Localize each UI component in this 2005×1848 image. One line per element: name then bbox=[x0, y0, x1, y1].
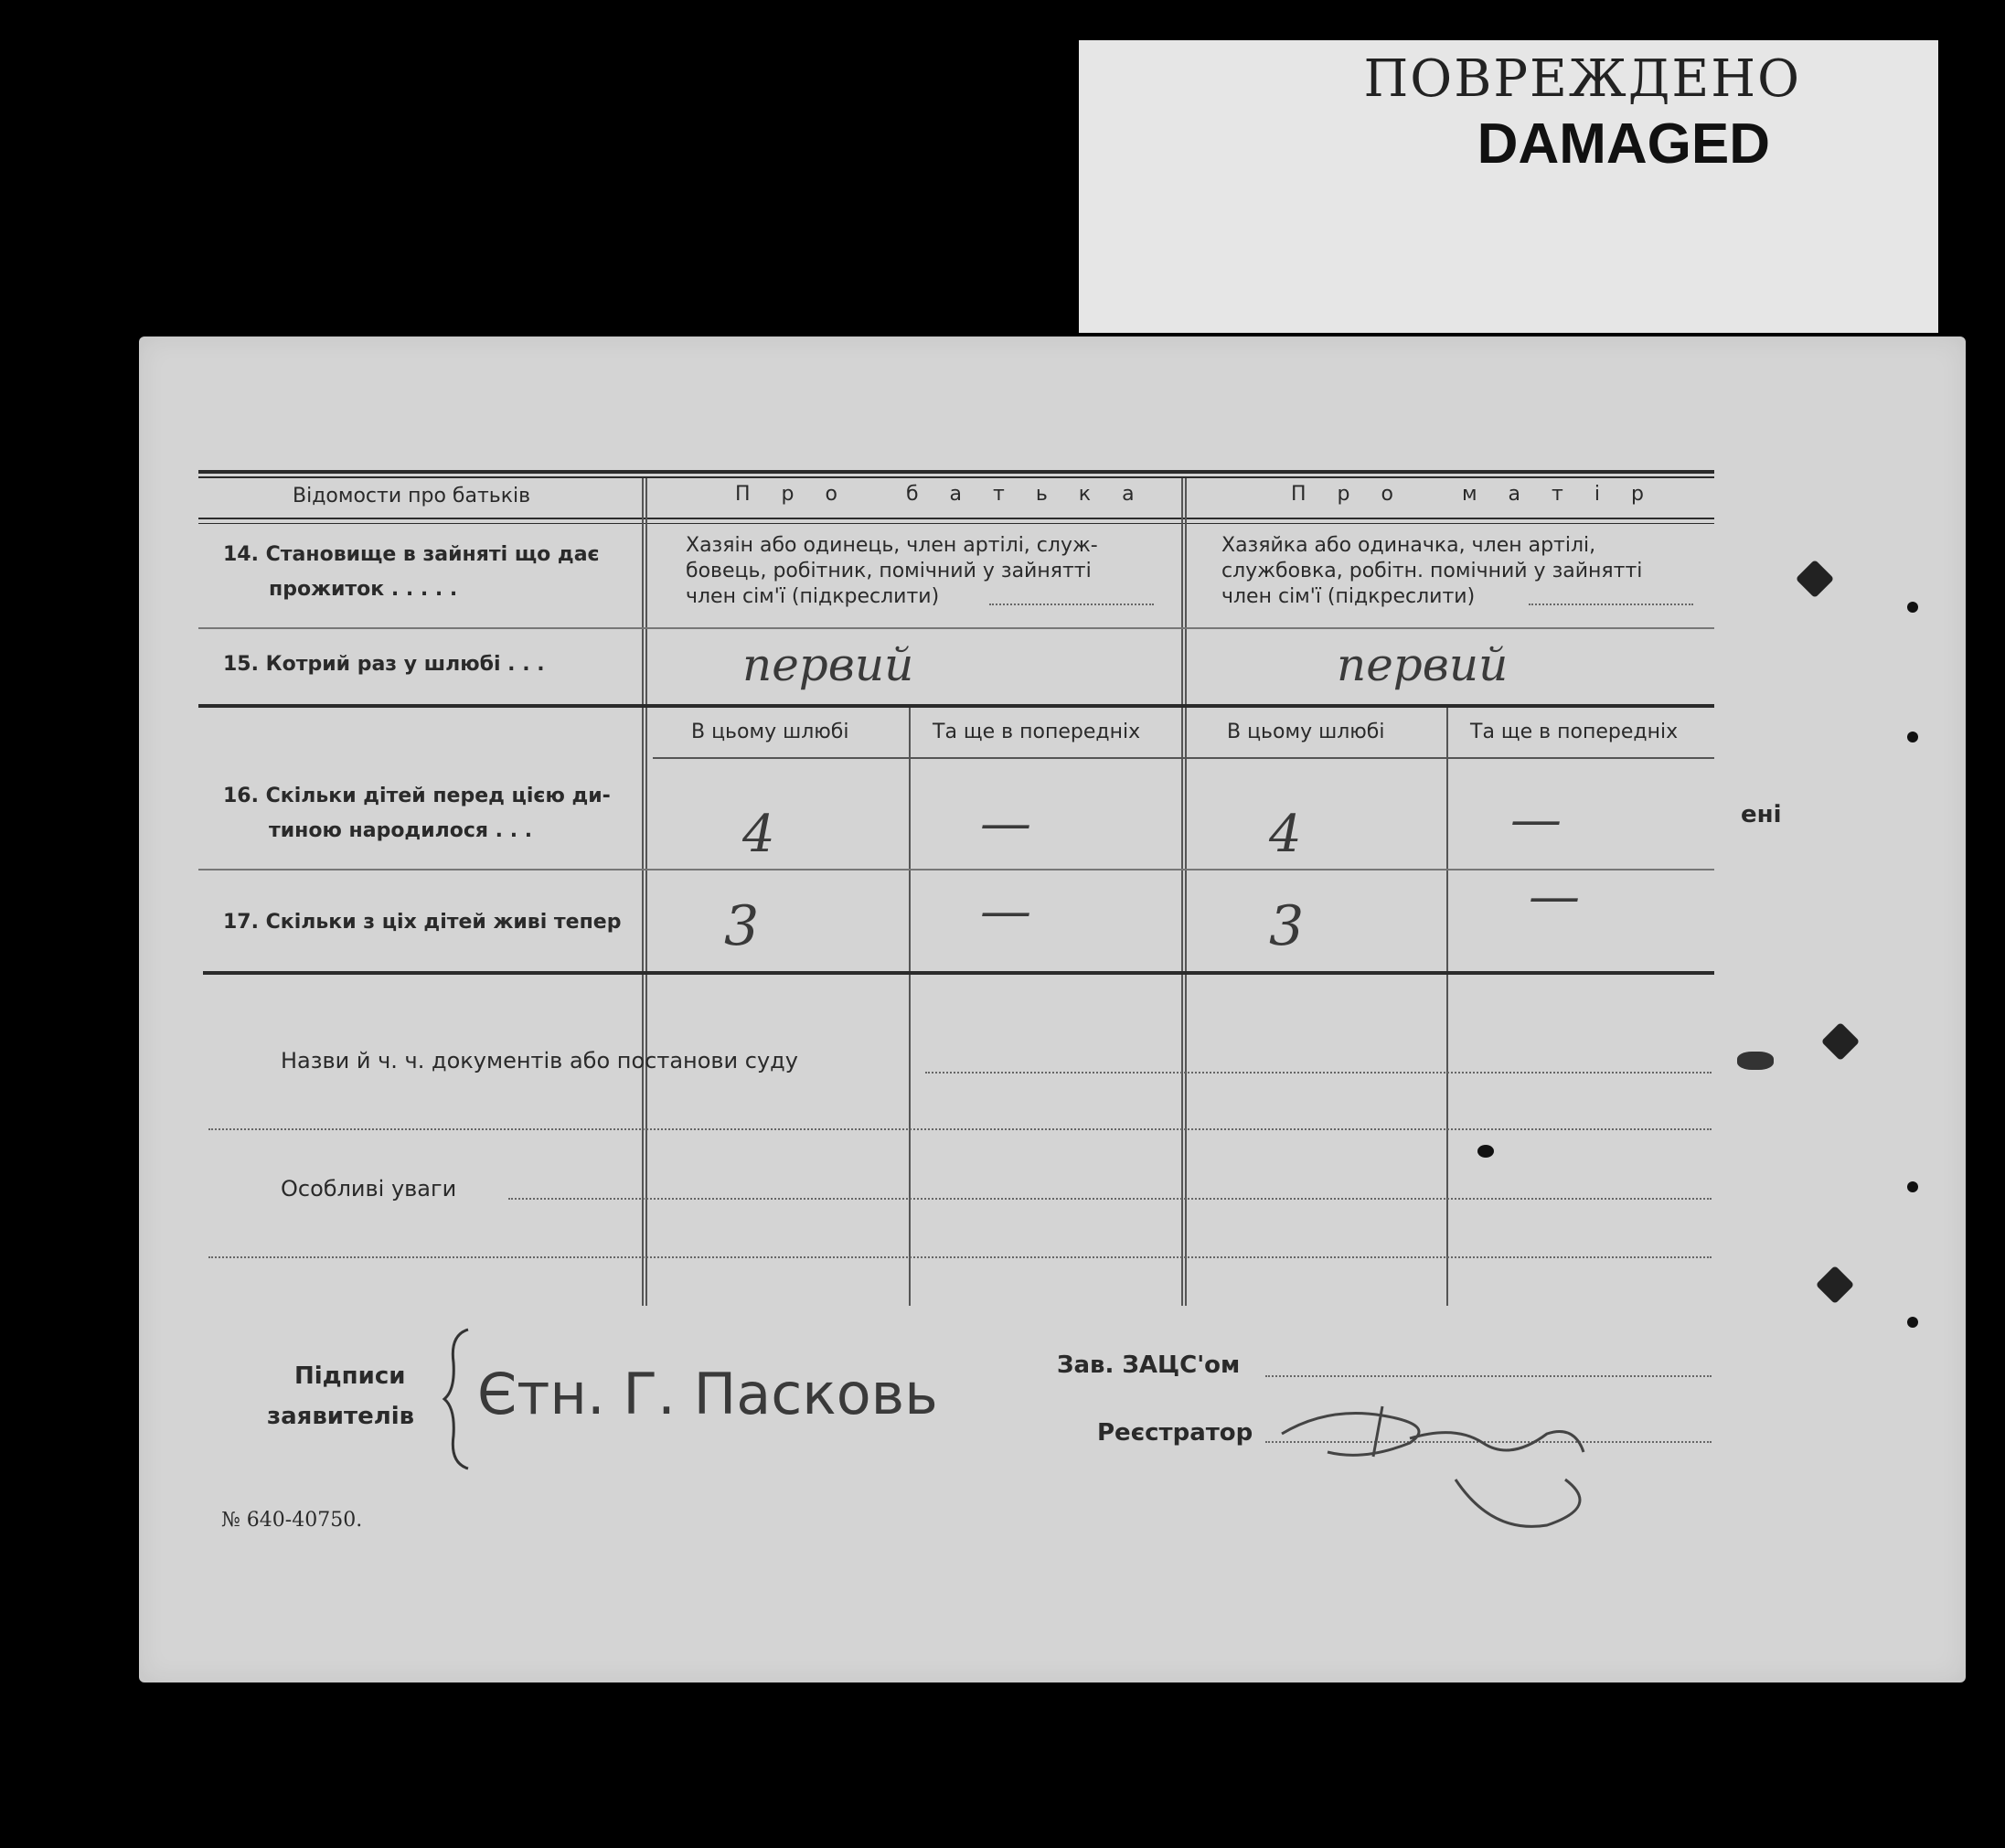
row16-mother-this: 4 bbox=[1269, 805, 1302, 864]
row16-father-this: 4 bbox=[742, 805, 775, 864]
subheader-father-this: В цьому шлюбі bbox=[691, 721, 849, 743]
row16-label-1: 16. Скільки дітей перед цією ди- bbox=[223, 785, 611, 807]
header-father: Про батька bbox=[735, 483, 1166, 506]
row14-mother-1: Хазяйка або одиначка, член артілі, bbox=[1221, 534, 1596, 557]
zags-head-label: Зав. ЗАЦС'ом bbox=[1057, 1351, 1241, 1379]
row15-mother-handwritten: первий bbox=[1337, 638, 1509, 691]
row14-father-1: Хазяін або одинець, член артілі, служ- bbox=[686, 534, 1098, 557]
stamp-ua: ПОВРЕЖДЕНО bbox=[1363, 49, 1801, 109]
row16-label-2: тиною народилося . . . bbox=[269, 819, 533, 842]
row15-label: 15. Котрий раз у шлюбі . . . bbox=[223, 653, 545, 676]
row14-father-3: член сім'ї (підкреслити) bbox=[686, 585, 940, 608]
row14-label-1: 14. Становище в зайняті що дає bbox=[223, 543, 600, 566]
table-bottom-rule bbox=[203, 971, 1714, 975]
row15-father-handwritten: первий bbox=[742, 638, 914, 691]
table-top-rule bbox=[198, 470, 1714, 474]
row14-label-2: прожиток . . . . . bbox=[269, 578, 458, 601]
stamp-en: DAMAGED bbox=[1477, 112, 1770, 176]
row16-mother-prev: — bbox=[1510, 790, 1562, 849]
subheader-mother-prev: Та ще в попередніх bbox=[1470, 721, 1679, 743]
form-number: № 640-40750. bbox=[221, 1509, 363, 1532]
remarks-label: Особливі уваги bbox=[281, 1176, 457, 1202]
row17-father-this: 3 bbox=[724, 894, 760, 958]
row14-mother-3: член сім'ї (підкреслити) bbox=[1221, 585, 1476, 608]
header-mother: Про матір bbox=[1291, 483, 1675, 506]
form-card bbox=[139, 336, 1966, 1682]
subheader-mother-this: В цьому шлюбі bbox=[1227, 721, 1385, 743]
damage-stamp-card bbox=[1079, 40, 1938, 333]
subheader-father-prev: Та ще в попередніх bbox=[933, 721, 1141, 743]
row16-father-prev: — bbox=[980, 794, 1031, 853]
header-col0: Відомости про батьків bbox=[293, 485, 531, 507]
documents-label: Назви й ч. ч. документів або постанови суду bbox=[281, 1048, 798, 1074]
margin-fragment: ені bbox=[1741, 801, 1782, 828]
registrar-signature-icon bbox=[1273, 1370, 1620, 1544]
row14-father-2: бовець, робітник, помічний у зайнятті bbox=[686, 560, 1092, 582]
applicants-label-1: Підписи bbox=[294, 1362, 406, 1390]
applicants-label-2: заявителів bbox=[267, 1403, 415, 1430]
row17-mother-this: 3 bbox=[1269, 894, 1305, 958]
applicant-signature: Єтн. Г. Пасковь bbox=[477, 1361, 938, 1427]
row17-father-prev: — bbox=[980, 881, 1031, 941]
brace-icon bbox=[441, 1326, 477, 1472]
row14-mother-2: службовка, робітн. помічний у зайнятті bbox=[1221, 560, 1643, 582]
row17-mother-prev: — bbox=[1529, 867, 1580, 926]
registrar-label: Реєстратор bbox=[1097, 1419, 1253, 1447]
row17-label: 17. Скільки з ціх дітей живі тепер bbox=[223, 911, 622, 934]
